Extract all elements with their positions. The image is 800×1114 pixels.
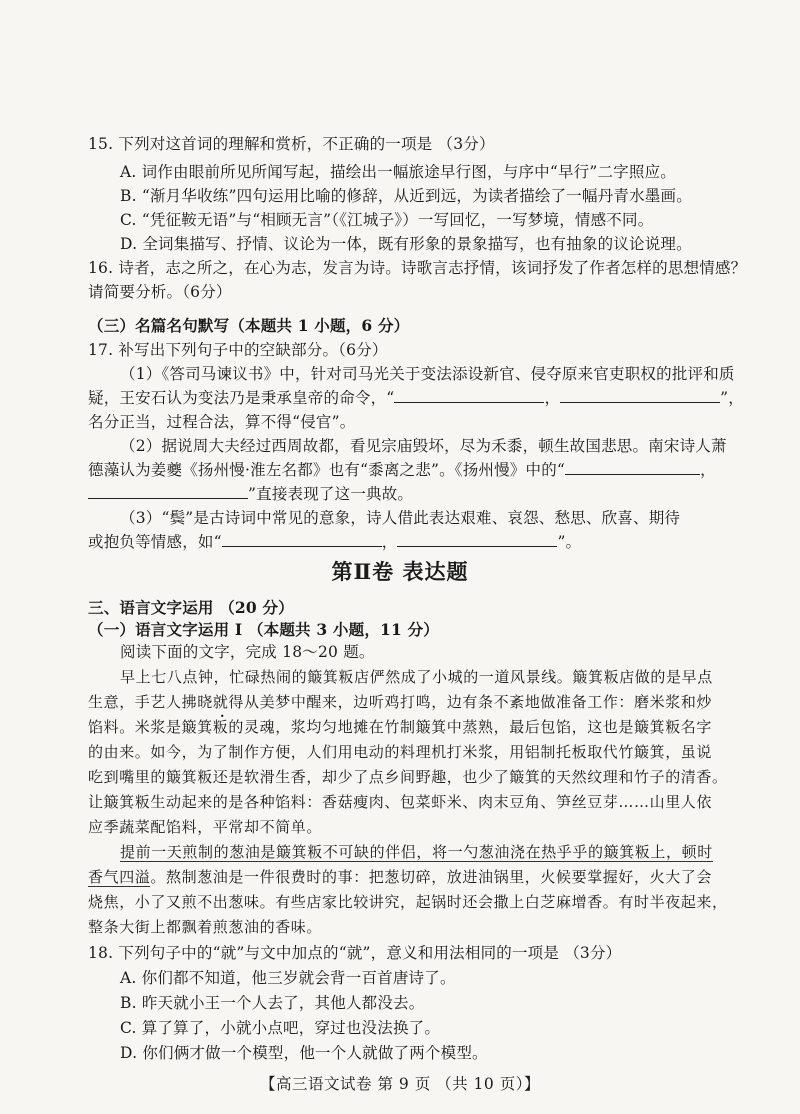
q15-option-c: C. “凭征鞍无语”与“相顾无言”（《江城子》）一写回忆，一写梦境，情感不同。 [120, 211, 654, 229]
q17-item1-sep: ， [544, 389, 561, 407]
q17-item2-close: ”直接表现了这一典故。 [248, 485, 414, 503]
passage-text: 生意，手艺人拂晓 [88, 693, 213, 711]
q15-option-a: A. 词作由眼前所见所闻写起，描绘出一幅旅途早行图，与序中“早行”二字照应。 [120, 163, 676, 181]
q15-option-b: B. “渐月华收练”四句运用比喻的修辞，从近到远，为读者描绘了一幅丹青水墨画。 [120, 187, 692, 205]
part-2-title: 第Ⅱ卷 表达题 [331, 559, 469, 584]
passage-line-1: 早上七八点钟，忙碌热闹的簸箕粄店俨然成了小城的一道风景线。簸箕粄店做的是早点 [120, 668, 713, 686]
q17-blank-2[interactable] [560, 388, 720, 403]
underlined-sentence-end: 香气四溢 [88, 868, 151, 886]
q18-option-d: D. 你们俩才做一个模型，他一个人就做了两个模型。 [120, 1044, 488, 1062]
q17-item1-line3: 名分正当，过程合法，算不得“侵官”。 [88, 413, 356, 431]
q15-stem: 15. 下列对这首词的理解和赏析，不正确的一项是 （3分） [88, 135, 495, 153]
passage-line-7: 应季蔬菜配馅料，平常却不简单。 [88, 818, 323, 836]
q17-stem: 17. 补写出下列句子中的空缺部分。（6分） [88, 341, 388, 359]
reading-intro: 阅读下面的文字，完成 18～20 题。 [120, 643, 375, 661]
q17-item2-text: 德藻认为姜夔《扬州慢·淮左名都》也有“黍离之悲”。《扬州慢》中的“ [88, 461, 566, 479]
q17-item1-text: 疑，王安石认为变法乃是秉承皇帝的命令，“ [88, 389, 395, 407]
q17-item2-line1: （2）据说周大夫经过西周故都，看见宗庙毁坏，尽为禾黍，顿生故国悲思。南宋诗人萧 [120, 437, 727, 455]
passage-line-11: 整条大街上都飘着煎葱油的香味。 [88, 918, 323, 936]
passage-line-8 [120, 842, 713, 862]
subsection-heading: （一）语言文字运用 Ⅰ （本题共 3 小题，11 分） [88, 620, 439, 639]
q17-item2-line3 [88, 484, 413, 504]
q17-item2-sep: ， [700, 461, 716, 479]
section-heading: 三、语言文字运用 （20 分） [88, 598, 294, 617]
passage-line-5: 吃到嘴里的簸箕粄还是软滑生香，却少了点乡间野趣，也少了簸箕的天然纹理和竹子的清香。 [88, 768, 728, 786]
q18-option-b: B. 昨天就小王一个人去了，其他人都没去。 [120, 994, 425, 1012]
q17-item1-line1: （1）《答司马谏议书》中，针对司马光关于变法添设新官、侵夺原来官吏职权的批评和质 [120, 365, 735, 383]
passage-line-3: 馅料。米浆是簸箕粄的灵魂，浆均匀地摊在竹制簸箕中蒸熟，最后包馅，这也是簸箕粄名字 [88, 718, 713, 736]
passage-text: 。熬制葱油是一件很费时的事：把葱切碎，放进油锅里，火候要掌握好，火大了会 [150, 868, 713, 886]
q15-option-d: D. 全词集描写、抒情、议论为一体，既有形象的景象描写，也有抽象的议论说理。 [120, 235, 692, 253]
q17-item2-line2 [88, 460, 716, 480]
q16-line-1: 16. 诗者，志之所之，在心为志，发言为诗。诗歌言志抒情，该词抒发了作者怎样的思想情感？ [88, 259, 747, 277]
q16-line-2: 请简要分析。（6分） [88, 283, 232, 301]
passage-line-6: 让簸箕粄生动起来的是各种馅料：香菇瘦肉、包菜虾米、肉末豆角、笋丝豆芽……山里人依 [88, 793, 713, 811]
q18-option-a: A. 你们都不知道，他三岁就会背一百首唐诗了。 [120, 969, 456, 987]
passage-line-9 [88, 867, 712, 887]
underlined-sentence: 提前一天煎制的葱油是簸箕粄不可缺的伴侣，将一勺葱油浇在热乎乎的簸箕粄上，顿时 [120, 843, 713, 861]
q17-blank-5[interactable] [222, 532, 382, 547]
q17-blank-6[interactable] [397, 532, 557, 547]
passage-line-2 [88, 692, 712, 712]
q18-stem: 18. 下列句子中的“就”与文中加点的“就”，意义和用法相同的一项是 （3分） [88, 944, 622, 962]
section-3-heading: （三）名篇名句默写（本题共 1 小题，6 分） [88, 316, 410, 335]
q17-item3-close: ”。 [557, 533, 582, 551]
q17-item1-close: ”， [720, 389, 744, 407]
passage-line-10: 烧焦，小了又煎不出葱味。有些店家比较讲究，起锅时还会撒上白芝麻增香。有时半夜起来， [88, 893, 728, 911]
passage-line-4: 的由来。如今，为了制作方便，人们用电动的料理机打米浆，用铝制托板取代竹簸箕，虽说 [88, 743, 713, 761]
dotted-word: 就 [212, 693, 229, 711]
q17-item3-line2 [88, 532, 581, 552]
q17-item1-line2 [88, 388, 744, 408]
q17-blank-3[interactable] [565, 460, 700, 475]
q17-item3-line1: （3）“鬓”是古诗词中常见的意象，诗人借此表达艰难、哀怨、愁思、欣喜、期待 [120, 509, 681, 527]
passage-text: 得从美梦中醒来，边听鸡打鸣，边有条不紊地做准备工作：磨米浆和炒 [228, 693, 713, 711]
q18-option-c: C. 算了算了，小就小点吧，穿过也没法换了。 [120, 1019, 441, 1037]
q17-item3-text: 或抱负等情感，如“ [88, 533, 222, 551]
q17-blank-4[interactable] [88, 484, 248, 499]
page-footer: 【高三语文试卷 第 9 页 （共 10 页）】 [260, 1075, 540, 1093]
q17-item3-sep: ， [381, 533, 398, 551]
q17-blank-1[interactable] [394, 388, 544, 403]
